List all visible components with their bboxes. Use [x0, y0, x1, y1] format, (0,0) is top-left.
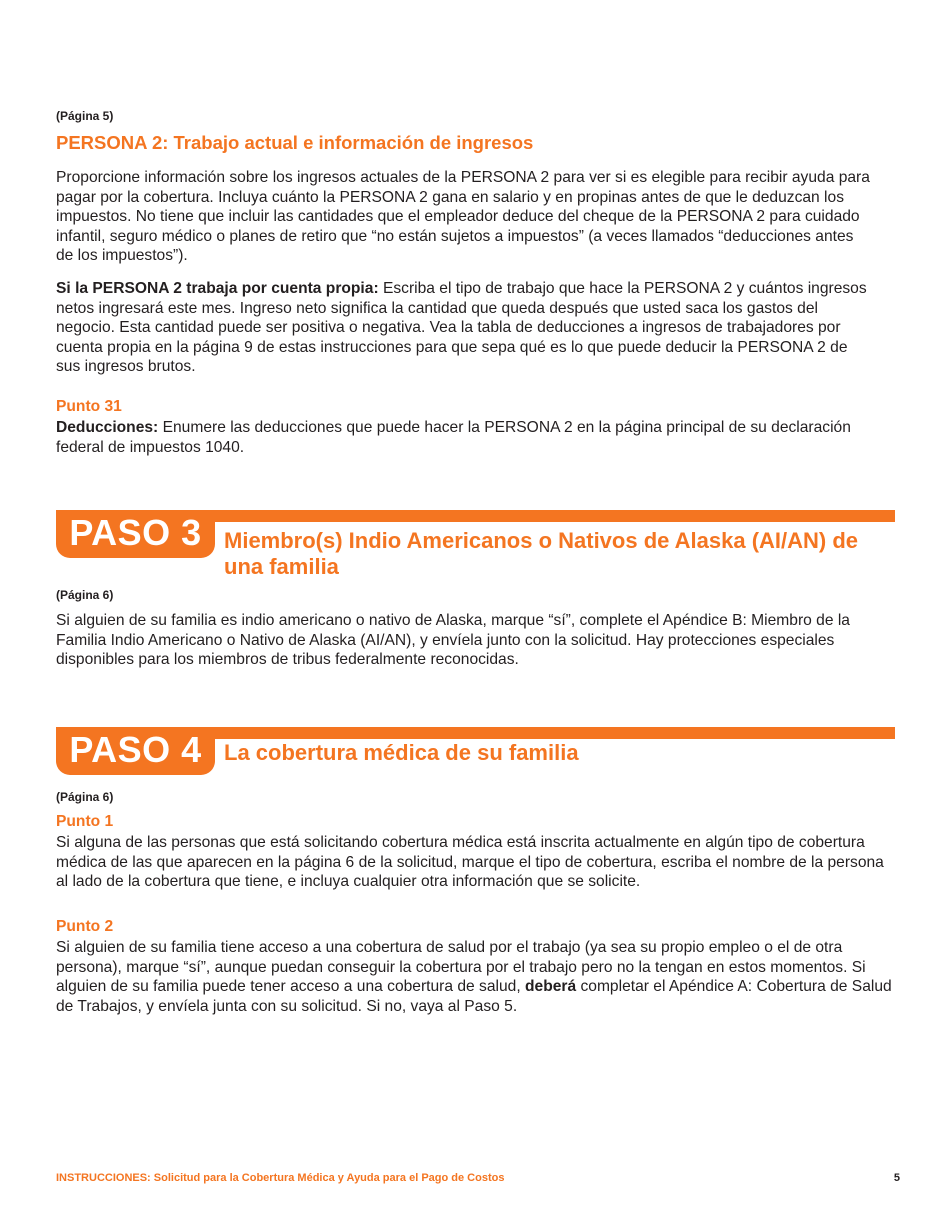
aian-paragraph: Si alguien de su familia es indio americano o nativo de Alaska, marque “sí”, complete el Apéndice B: Miembro de la Familia Indio Americano o Nativo de Alaska (AI/AN), y envíela junto con la solicitud. Hay protecciones especiales disponibles para los miembros de tribus federalmente reconocidas. — [56, 612, 850, 669]
punto-2-label: Punto 2 — [56, 918, 114, 935]
step4-badge: PASO 4 — [56, 727, 215, 775]
punto-31-label: Punto 31 — [56, 398, 122, 415]
page-number: 5 — [893, 1172, 900, 1184]
deductions-text: Enumere las deducciones que puede hacer la PERSONA 2 en la página principal de su declaración federal de impuestos 1040. — [56, 419, 851, 456]
step3-badge: PASO 3 — [56, 510, 215, 558]
job-coverage-text-a: Si alguien de su familia tiene acceso a una cobertura de salud por el trabajo (ya sea su propio empleo o el de otra persona), marque “sí”, aunque puedan conseguir la cobertura por el trabajo pero no la tengan en estos momentos. Si alguien de su familia puede tener acceso a una cobertura de salud, — [56, 939, 866, 996]
page-reference-6-step4: (Página 6) — [56, 790, 114, 804]
footer-title: INSTRUCCIONES: Solicitud para la Cobertura Médica y Ayuda para el Pago de Costos — [56, 1172, 505, 1184]
page-reference-5: (Página 5) — [56, 109, 114, 123]
deductions-paragraph — [56, 418, 886, 457]
deductions-lead: Deducciones: — [56, 419, 159, 436]
page-reference-6: (Página 6) — [56, 588, 114, 602]
job-coverage-emphasis: deberá — [525, 978, 577, 996]
self-employment-lead: Si la PERSONA 2 trabaja por cuenta propia: — [56, 280, 379, 297]
job-coverage-text-b: completar el Apéndice A: Cobertura de Salud de Trabajos, y envíela junta con su solicitud. Si no, vaya al Paso 5. — [56, 978, 892, 1015]
step3-title: Miembro(s) Indio Americanos o Nativos de Alaska (AI/AN) de una familia — [224, 528, 859, 579]
job-coverage-paragraph — [56, 938, 892, 1016]
self-employment-text: Escriba el tipo de trabajo que hace la PERSONA 2 y cuántos ingresos netos ingresará este mes. Ingreso neto significa la cantidad que queda después que usted saca los gastos del negocio. Esta cantidad puede ser positiva o negativa. Vea la tabla de deducciones a ingresos de trabajadores por cuenta propia en la página 9 de estas instrucciones para que sepa qué es lo que puede deducir la PERSONA 2 de sus ingresos brutos. — [56, 280, 867, 376]
step4-title: La cobertura médica de su familia — [224, 740, 579, 765]
income-paragraph: Proporcione información sobre los ingresos actuales de la PERSONA 2 para ver si es elegible para recibir ayuda para pagar por la cobertura. Incluya cuánto la PERSONA 2 gana en salario y en propinas antes de que le deduzcan los impuestos. No tiene que incluir las cantidades que el empleador deduce del cheque de la PERSONA 2 para cuidado infantil, seguro médico o planes de retiro que “no están sujetos a impuestos” (a veces llamados “deducciones antes de los impuestos”). — [56, 169, 870, 265]
section-heading-persona2: PERSONA 2: Trabajo actual e información de ingresos — [56, 132, 534, 153]
current-coverage-paragraph: Si alguna de las personas que está solicitando cobertura médica está inscrita actualmente en algún tipo de cobertura médica de las que aparecen en la página 6 de la solicitud, marque el tipo de cobertura, escriba el nombre de la persona al lado de la cobertura que tiene, e incluya cualquier otra información que se solicite. — [56, 834, 884, 891]
self-employment-paragraph — [56, 279, 871, 377]
punto-1-label: Punto 1 — [56, 813, 114, 830]
